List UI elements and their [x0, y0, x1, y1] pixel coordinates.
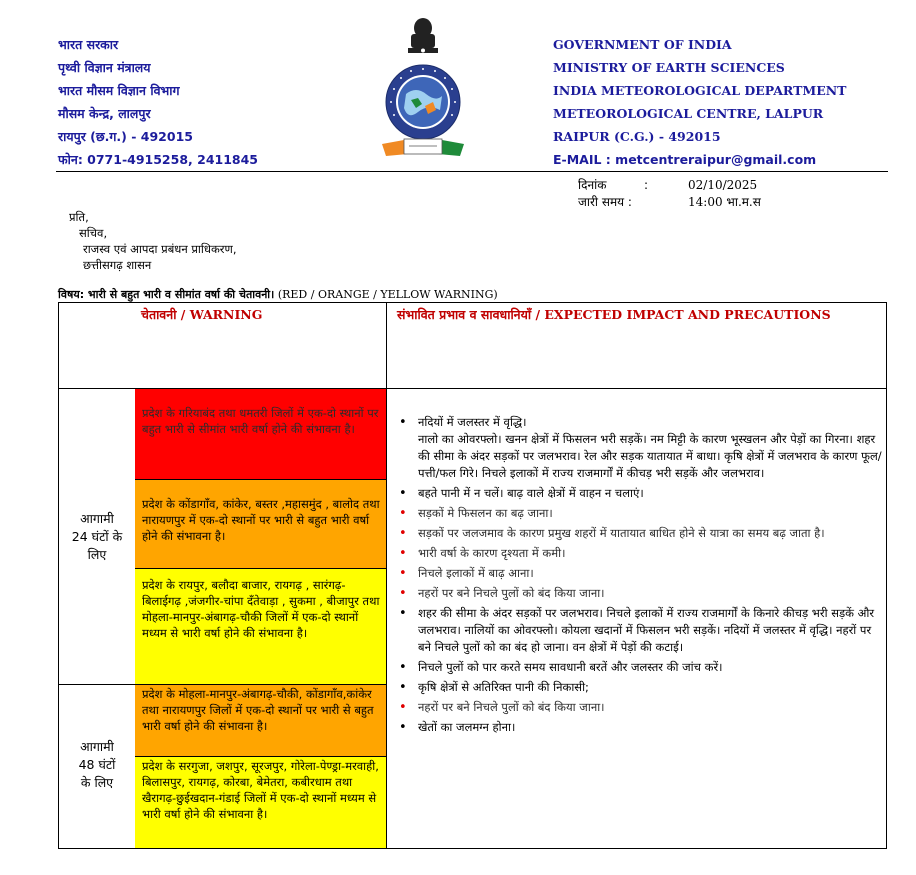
header-email-row [553, 148, 846, 171]
date-value: 02/10/2025 [688, 178, 758, 192]
warning-text: प्रदेश के रायपुर, बलौदा बाजार, रायगढ़ , सारंगढ़-बिलाईगढ़ ,जंजगीर-चांपा दँतेवाड़ा , सुकमा , बीजापुर तथा मोहला-मानपुर-अंबागढ़-चौकी जिलों में एक-दो स्थानों मध्यम से भारी वर्षा होने की संभावना है। [142, 578, 380, 640]
warning-text: प्रदेश के कोंडागाँव, कांकेर, बस्तर ,महासमुंद , बालोद तथा नारायणपुर में एक-दो स्थानों पर भारी से बहुत भारी वर्षा होने की संभावना है। [142, 497, 380, 543]
ashoka-emblem-icon [408, 18, 438, 53]
impact-item [393, 525, 883, 542]
header-phone: फोन: 0771-4915258, 2411845 [58, 152, 259, 167]
subject-line [58, 287, 498, 302]
address-line: सचिव, [79, 226, 108, 240]
impact-text: • नदियों में जलस्तर में वृद्धि। [418, 415, 527, 429]
period-24-line: लिए [87, 547, 107, 562]
address-line: छत्तीसगढ़ शासन [83, 258, 152, 272]
period-24-line: 24 घंटों के [71, 529, 123, 544]
warning-cell-yellow [135, 756, 386, 848]
subject-hindi: विषय: भारी से बहुत भारी व सीमांत वर्षा की चेतावनी। [58, 288, 275, 301]
impact-item [393, 679, 883, 696]
recipient-address [69, 209, 236, 273]
warning-cell-red [135, 388, 386, 479]
header-hindi-line: रायपुर (छ.ग.) - 492015 [58, 129, 193, 144]
header-english-line: MINISTRY OF EARTH SCIENCES [553, 60, 785, 75]
impact-header-hindi: संभावित प्रभाव व सावधानियाँ / [397, 307, 545, 322]
impact-item [393, 605, 883, 656]
address-line: प्रति, [69, 210, 89, 224]
impact-text: बहते पानी में न चलें। बाढ़ वाले क्षेत्रों में वाहन न चलाएं। [418, 486, 644, 500]
header-hindi-line: मौसम केन्द्र, लालपुर [58, 106, 151, 121]
impact-item [393, 659, 883, 676]
header-english-line: RAIPUR (C.G.) - 492015 [553, 129, 721, 144]
impact-item [393, 719, 883, 736]
impact-text: निचले इलाकों में बाढ़ आना। [418, 566, 534, 580]
warning-table [58, 302, 887, 849]
warning-cell-orange [135, 684, 386, 756]
impact-header-english: EXPECTED IMPACT AND PRECAUTIONS [544, 307, 831, 322]
impact-text-continuation: नालो का ओवरफ्लो। खनन क्षेत्रों में फिसलन भरी सड़कें। नम मिट्टी के कारण भूस्खलन और पेड़ों का गिरना। शहर की सीमा के अंदर सड़कों पर जलभराव। रेल और सड़क यातायात में बाधा। कृषि क्षेत्रों में जलभराव के कारण फूल/पत्ती/फल गिरे। निचले इलाकों में राज्य राजमार्गों में कीचड़ भरी सड़कें और जलभराव। [418, 432, 882, 480]
impact-column-header [397, 306, 831, 323]
impact-list [393, 414, 883, 739]
period-separator [59, 684, 135, 685]
warning-cell-yellow [135, 568, 386, 684]
header-divider [56, 171, 888, 172]
impact-text: कृषि क्षेत्रों से अतिरिक्त पानी की निकासी; [418, 680, 589, 694]
impact-text: निचले पुलों को पार करते समय सावधानी बरतें और जलस्तर की जांच करें। [418, 660, 723, 674]
header-english-block [553, 33, 846, 171]
warning-text: प्रदेश के मोहला-मानपुर-अंबागढ़-चौकी, कोंडागाँव,कांकेर तथा नारायणपुर जिलों में एक-दो स्थानों पर भारी से बहुत भारी वर्षा होने की संभावना है। [142, 687, 374, 733]
header-hindi-line: भारत मौसम विज्ञान विभाग [58, 83, 180, 98]
impact-text: नहरों पर बने निचले पुलों को बंद किया जाना। [418, 700, 605, 714]
impact-text: सड़कों मे फिसलन का बढ़ जाना। [418, 506, 553, 520]
period-48h-label [59, 738, 135, 792]
header-hindi-line: भारत सरकार [58, 37, 119, 52]
warning-cell-orange [135, 479, 386, 568]
period-48-line: 48 घंटों [78, 757, 116, 772]
impact-text: भारी वर्षा के कारण दृश्यता में कमी। [418, 546, 566, 560]
impact-item [393, 545, 883, 562]
warning-text: प्रदेश के सरगुजा, जशपुर, सूरजपुर, गोरेला-पेण्ड्रा-मरवाही, बिलासपुर, रायगढ़, कोरबा, बेमेतरा, कबीरधाम तथा खैरागढ़-छुईखदान-गंडाई जिलों में एक-दो स्थानों मध्यम से भारी वर्षा होने की संभावना है। [142, 759, 379, 821]
impact-text: सड़कों पर जलजमाव के कारण प्रमुख शहरों में यातायात बाधित होने से यात्रा का समय बढ़ जाता है। [418, 526, 825, 540]
header-english-line: GOVERNMENT OF INDIA [553, 37, 732, 52]
subject-english: (RED / ORANGE / YELLOW WARNING) [274, 288, 498, 301]
period-24-line: आगामी [80, 511, 114, 526]
warning-header-english: WARNING [189, 307, 263, 322]
header-english-line: METEOROLOGICAL CENTRE, LALPUR [553, 106, 824, 121]
date-colon: : [644, 178, 649, 192]
time-value: 14:00 भा.म.स [688, 195, 761, 209]
header-hindi-block [58, 33, 258, 171]
impact-item [393, 505, 883, 522]
address-line: राजस्व एवं आपदा प्रबंधन प्राधिकरण, [83, 242, 237, 256]
time-label: जारी समय : [578, 195, 632, 209]
column-divider [386, 303, 387, 848]
period-48-line: आगामी [80, 739, 114, 754]
impact-text: शहर की सीमा के अंदर सड़कों पर जलभराव। निचले इलाकों में राज्य राजमार्गों के किनारे कीचड़ भरी सड़कें और जलभराव। नालियों का ओवरफ्लो। कोयला खदानों में फिसलन भरी सड़कें। नदियों में जलस्तर में वृद्धि। नहरों पर बने निचले पुलों को का बंद हो जाना। वन क्षेत्रों में पेड़ों की कटाई। [418, 606, 875, 654]
impact-item [393, 699, 883, 716]
impact-item [393, 414, 883, 482]
header-english-line: INDIA METEOROLOGICAL DEPARTMENT [553, 83, 847, 98]
email-label: E-MAIL : [553, 152, 616, 167]
warning-column-header [141, 306, 262, 323]
period-24h-label [59, 510, 135, 564]
warning-header-hindi: चेतावनी / [141, 307, 190, 322]
impact-text: खेतों का जलमग्न होना। [418, 720, 516, 734]
date-block [578, 177, 761, 211]
impact-item [393, 485, 883, 502]
period-48-line: के लिए [80, 775, 114, 790]
date-label: दिनांक [578, 178, 607, 192]
header-hindi-line: पृथ्वी विज्ञान मंत्रालय [58, 60, 151, 75]
impact-text: नहरों पर बने निचले पुलों को बंद किया जाना। [418, 586, 605, 600]
impact-item [393, 585, 883, 602]
email-link[interactable]: metcentreraipur@gmail.com [615, 152, 817, 167]
impact-item [393, 565, 883, 582]
imd-logo-icon [378, 14, 468, 162]
warning-text: प्रदेश के गरियाबंद तथा धमतरी जिलों में एक-दो स्थानों पर बहुत भारी से सीमांत भारी वर्षा होने की संभावना है। [142, 406, 379, 436]
